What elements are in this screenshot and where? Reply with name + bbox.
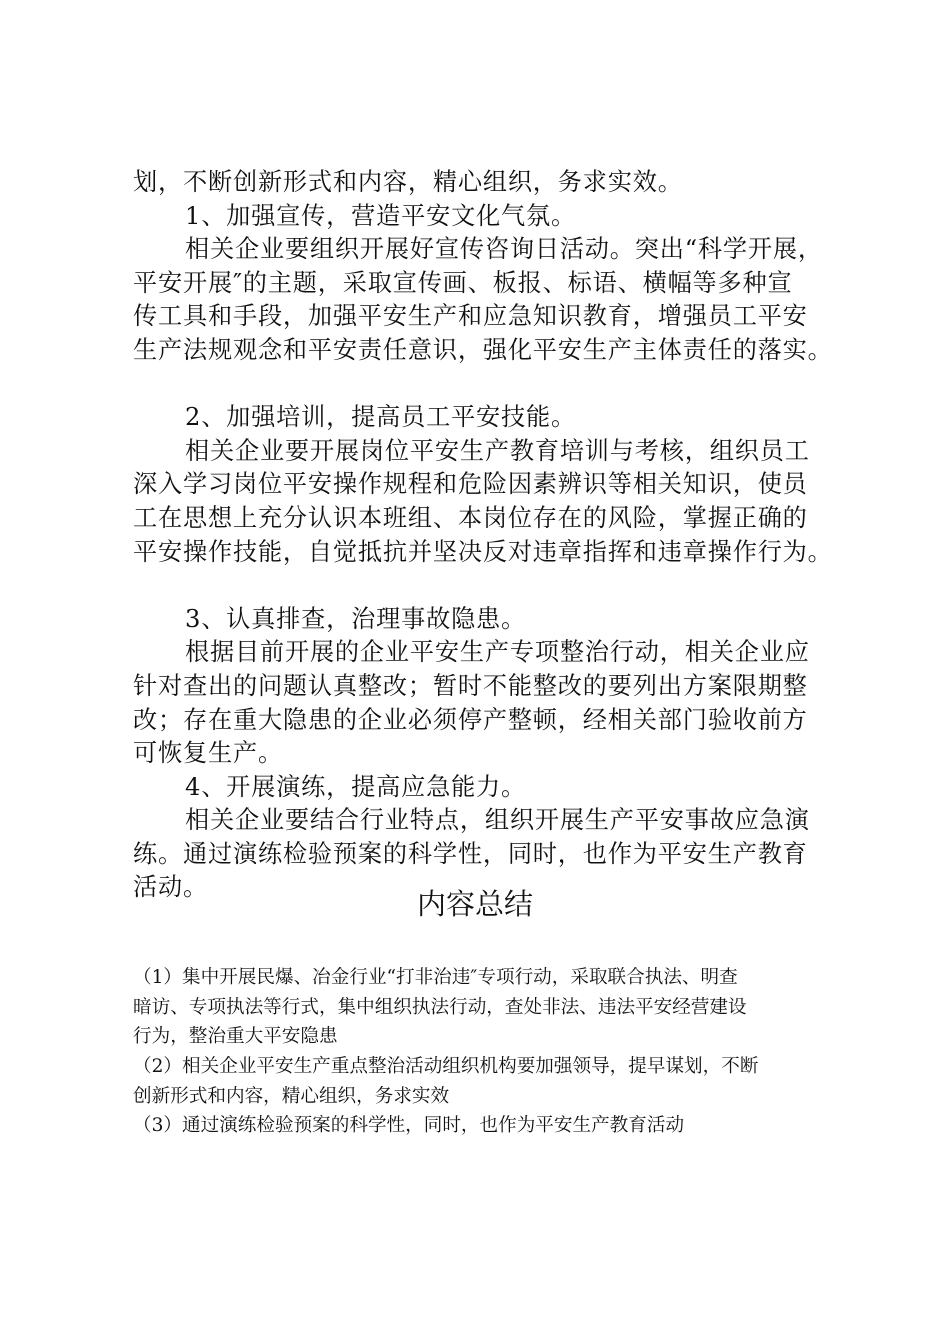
section-heading-1: 1、加强宣传，营造平安文化气氛。 — [185, 201, 577, 230]
body-text — [133, 166, 833, 905]
paragraph-line: 划，不断创新形式和内容，精心组织，务求实效。 — [133, 168, 683, 196]
paragraph-line: 可恢复生产。 — [133, 739, 283, 768]
paragraph-line: 平安操作技能，自觉抵抗并坚决反对违章指挥和违章操作行为。 — [133, 537, 833, 566]
paragraph-line: 改；存在重大隐患的企业必须停产整顿，经相关部门验收前方 — [133, 705, 808, 734]
summary-line: 创新形式和内容，精心组织，务求实效 — [133, 1085, 450, 1107]
summary-line: 行为，整治重大平安隐患 — [133, 1026, 338, 1048]
summary-line: 暗访、专项执法等行式，集中组织执法行动，查处非法、违法平安经营建设 — [133, 996, 747, 1018]
section-heading-4: 4、开展演练，提高应急能力。 — [185, 772, 527, 801]
paragraph-line: 生产法规观念和平安责任意识，强化平安生产主体责任的落实。 — [133, 335, 833, 364]
paragraph-line: 传工具和手段，加强平安生产和应急知识教育，增强员工平安 — [133, 302, 808, 331]
paragraph-line: 练。通过演练检验预案的科学性，同时，也作为平安生产教育 — [133, 839, 808, 868]
paragraph-gap — [133, 368, 833, 402]
paragraph-line: 相关企业要开展岗位平安生产教育培训与考核，组织员工 — [185, 436, 810, 465]
paragraph-gap — [133, 569, 833, 603]
section-heading-3: 3、认真排查，治理事故隐患。 — [185, 604, 527, 633]
summary-line: （3）通过演练检验预案的科学性，同时，也作为平安生产教育活动 — [133, 1115, 685, 1137]
summary-line: （2）相关企业平安生产重点整治活动组织机构要加强领导，提早谋划，不断 — [133, 1056, 759, 1078]
summary-list — [133, 963, 833, 1141]
paragraph-line: 针对查出的问题认真整改；暂时不能整改的要列出方案限期整 — [133, 671, 808, 700]
paragraph-line: 活动。 — [133, 873, 208, 902]
paragraph-line: 平安开展″的主题，采取宣传画、板报、标语、横幅等多种宣 — [133, 268, 793, 297]
summary-title: 内容总结 — [416, 887, 533, 921]
paragraph-line: 工在思想上充分认识本班组、本岗位存在的风险，掌握正确的 — [133, 503, 808, 532]
paragraph-line: 相关企业要结合行业特点，组织开展生产平安事故应急演 — [185, 806, 810, 835]
section-heading-2: 2、加强培训，提高员工平安技能。 — [185, 403, 577, 432]
paragraph-line: 深入学习岗位平安操作规程和危险因素辨识等相关知识，使员 — [133, 470, 808, 499]
paragraph-line: 根据目前开展的企业平安生产专项整治行动，相关企业应 — [185, 638, 810, 667]
paragraph-line: 相关企业要组织开展好宣传咨询日活动。突出“科学开展， — [185, 235, 823, 264]
summary-line: （1）集中开展民爆、冶金行业“打非治违″专项行动，采取联合执法、明查 — [133, 967, 738, 988]
